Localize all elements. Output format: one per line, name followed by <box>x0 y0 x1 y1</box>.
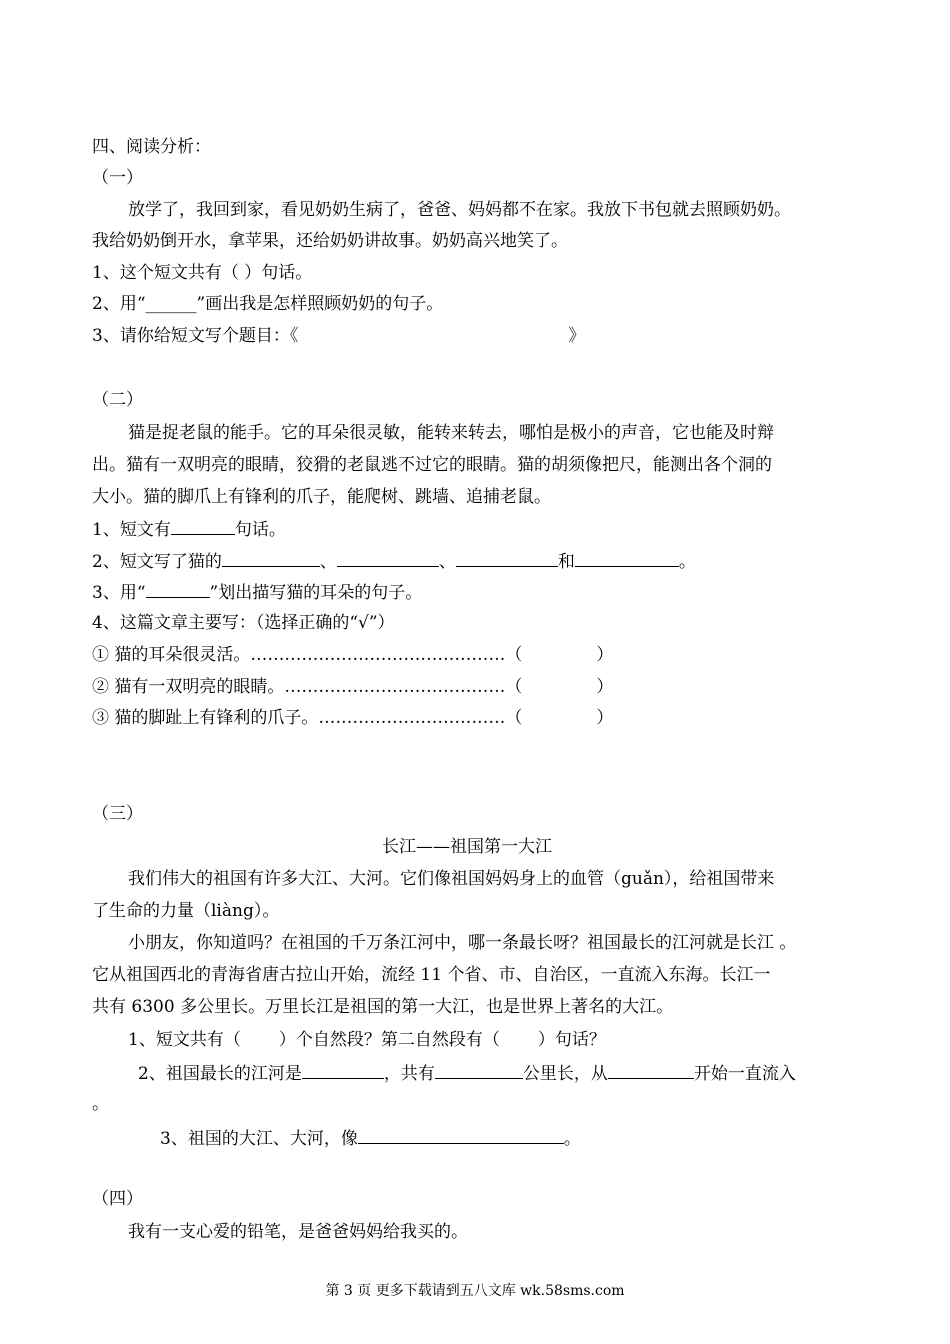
question-part: ）个自然段？第二自然段有（ <box>278 1030 500 1050</box>
question-prefix: 2、短文写了猫的 <box>92 552 222 572</box>
passage-2-question-3 <box>92 580 422 604</box>
passage-3-text-line: 小朋友，你知道吗？在祖国的千万条江河中，哪一条最长呀？祖国最长的江河就是长江 。 <box>128 933 797 953</box>
passage-3-text-line: 它从祖国西北的青海省唐古拉山开始，流经 11 个省、市、自治区，一直流入东海。长江一 <box>92 965 771 985</box>
option-close: ） <box>596 677 614 697</box>
passage-1-question-1: 1、这个短文共有（ ）句话。 <box>92 263 313 283</box>
answer-blank[interactable] <box>222 549 320 567</box>
question-part: 公里长，从 <box>522 1064 608 1084</box>
question-part: 开始一直流入 <box>693 1064 796 1084</box>
question-suffix: 》 <box>568 326 586 346</box>
option-close: ） <box>596 708 614 728</box>
passage-3-title: 长江——祖国第一大江 <box>382 837 552 857</box>
answer-blank[interactable] <box>337 549 439 567</box>
question-part: ，共有 <box>383 1064 435 1084</box>
answer-blank[interactable] <box>302 1061 384 1079</box>
question-suffix: 句话。 <box>234 520 286 540</box>
passage-2-label: （二） <box>92 390 143 410</box>
option-row <box>92 676 613 698</box>
answer-blank[interactable] <box>358 1126 564 1144</box>
answer-blank[interactable] <box>435 1061 523 1079</box>
answer-blank[interactable] <box>575 549 679 567</box>
passage-2-question-2 <box>92 549 696 573</box>
passage-1-question-3 <box>92 325 585 347</box>
passage-3-question-2 <box>138 1061 796 1085</box>
passage-3-question-3 <box>160 1126 581 1150</box>
question-prefix: 1、短文有 <box>92 520 171 540</box>
passage-3-label: （三） <box>92 804 143 824</box>
passage-1-text-line: 放学了，我回到家，看见奶奶生病了，爸爸、妈妈都不在家。我放下书包就去照顾奶奶。 <box>128 200 791 220</box>
passage-2-text-line: 出。猫有一双明亮的眼睛，狡猾的老鼠逃不过它的眼睛。猫的胡须像把尺，能测出各个洞的 <box>92 455 772 475</box>
separator: 、 <box>319 552 337 572</box>
separator: 、 <box>438 552 456 572</box>
period: 。 <box>563 1129 581 1149</box>
passage-3-text-line: 共有 6300 多公里长。万里长江是祖国的第一大江，也是世界上著名的大江。 <box>92 997 674 1017</box>
page-footer: 第 3 页 更多下载请到五八文库 wk.58sms.com <box>325 1283 625 1299</box>
period: 。 <box>678 552 696 572</box>
question-part: ）句话？ <box>537 1030 606 1050</box>
passage-3-text-line: 了生命的力量（liàng）。 <box>92 901 280 921</box>
question-part: 2、祖国最长的江河是 <box>138 1064 302 1084</box>
underline-sample <box>146 580 210 598</box>
question-suffix: ”划出描写猫的耳朵的句子。 <box>209 583 423 603</box>
question-part: 1、短文共有（ <box>128 1030 241 1050</box>
option-row <box>92 707 613 729</box>
passage-4-text-line: 我有一支心爱的铅笔，是爸爸妈妈给我买的。 <box>128 1222 468 1242</box>
option-text: ② 猫有一双明亮的眼睛。…………………………………（ <box>92 677 523 697</box>
passage-2-text-line: 猫是捉老鼠的能手。它的耳朵很灵敏，能转来转去，哪怕是极小的声音，它也能及时辩 <box>128 423 774 443</box>
answer-blank[interactable] <box>608 1061 694 1079</box>
answer-blank[interactable] <box>171 517 235 535</box>
answer-blank[interactable] <box>456 549 558 567</box>
passage-4-label: （四） <box>92 1189 143 1209</box>
passage-2-question-4: 4、这篇文章主要写：（选择正确的“√”） <box>92 613 395 633</box>
conjunction: 和 <box>557 552 575 572</box>
question-part: 3、祖国的大江、大河，像 <box>160 1129 358 1149</box>
section-title: 四、阅读分析： <box>92 137 211 157</box>
passage-1-label: （一） <box>92 168 143 188</box>
passage-3-question-2-end: 。 <box>92 1094 109 1114</box>
option-text: ① 猫的耳朵很灵活。………………………………………（ <box>92 645 523 665</box>
option-text: ③ 猫的脚趾上有锋利的爪子。……………………………（ <box>92 708 523 728</box>
passage-1-text-line: 我给奶奶倒开水，拿苹果，还给奶奶讲故事。奶奶高兴地笑了。 <box>92 231 568 251</box>
passage-3-text-line: 我们伟大的祖国有许多大江、大河。它们像祖国妈妈身上的血管（guǎn），给祖国带来 <box>128 869 775 889</box>
option-row <box>92 644 613 666</box>
passage-2-text-line: 大小。猫的脚爪上有锋利的爪子，能爬树、跳墙、追捕老鼠。 <box>92 487 551 507</box>
question-prefix: 3、请你给短文写个题目：《 <box>92 326 299 346</box>
option-close: ） <box>596 645 614 665</box>
passage-2-question-1 <box>92 517 286 541</box>
passage-3-question-1 <box>128 1029 606 1051</box>
passage-1-question-2: 2、用“______”画出我是怎样照顾奶奶的句子。 <box>92 294 444 314</box>
question-prefix: 3、用“ <box>92 583 146 603</box>
